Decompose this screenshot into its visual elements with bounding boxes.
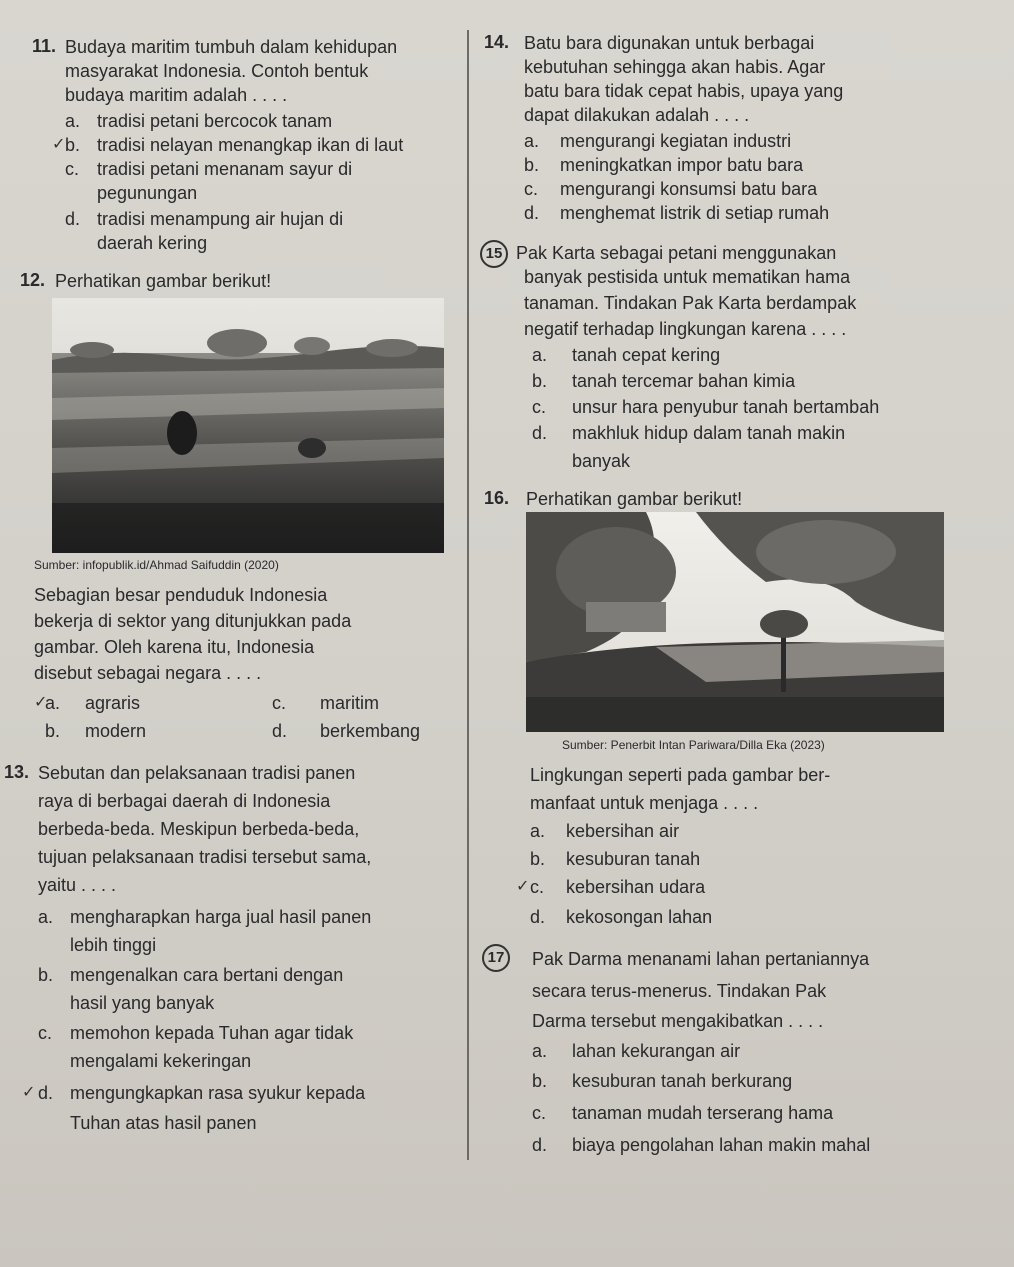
question-11-option-b: tradisi nelayan menangkap ikan di laut bbox=[97, 135, 404, 155]
question-14-option-d: menghemat listrik di setiap rumah bbox=[560, 203, 830, 223]
question-12-intro: Perhatikan gambar berikut! bbox=[55, 271, 272, 291]
question-11-option-d-line-1: tradisi menampung air hujan di bbox=[97, 209, 344, 229]
question-14-line-2: kebutuhan sehingga akan habis. Agar bbox=[524, 57, 826, 77]
question-17-option-d: biaya pengolahan lahan makin mahal bbox=[572, 1135, 871, 1155]
question-15-line-2: banyak pestisida untuk mematikan hama bbox=[524, 267, 851, 287]
question-13-option-a-line-1: mengharapkan harga jual hasil panen bbox=[70, 907, 372, 927]
question-13-option-b-letter: b. bbox=[38, 965, 54, 985]
question-16-option-b-letter: b. bbox=[530, 849, 546, 869]
question-13-option-d-letter: d. bbox=[38, 1083, 54, 1103]
question-14-option-b-letter: b. bbox=[524, 155, 540, 175]
question-17-option-a-letter: a. bbox=[532, 1041, 548, 1061]
question-11-line-3: budaya maritim adalah . . . . bbox=[65, 85, 288, 105]
question-11-option-a: tradisi petani bercocok tanam bbox=[97, 111, 333, 131]
checkmark-icon: ✓ bbox=[516, 878, 530, 895]
question-16-option-a-letter: a. bbox=[530, 821, 546, 841]
question-11-line-1: Budaya maritim tumbuh dalam kehidupan bbox=[65, 37, 398, 57]
question-15-option-c: unsur hara penyubur tanah bertambah bbox=[572, 397, 880, 417]
checkmark-icon: ✓ bbox=[52, 136, 66, 153]
question-13-number: 13. bbox=[4, 762, 30, 782]
question-14-line-4: dapat dilakukan adalah . . . . bbox=[524, 105, 750, 125]
question-12-option-a-letter: a. bbox=[45, 693, 61, 713]
question-15-line-1: Pak Karta sebagai petani menggunakan bbox=[516, 243, 837, 263]
question-16-option-d: kekosongan lahan bbox=[566, 907, 713, 927]
question-11-option-c-line-1: tradisi petani menanam sayur di bbox=[97, 159, 353, 179]
question-11-option-c-letter: c. bbox=[65, 159, 80, 179]
question-15-option-c-letter: c. bbox=[532, 397, 547, 417]
question-14-number: 14. bbox=[484, 32, 510, 52]
question-15-option-b: tanah tercemar bahan kimia bbox=[572, 371, 796, 391]
question-17-option-c-letter: c. bbox=[532, 1103, 547, 1123]
question-11-option-a-letter: a. bbox=[65, 111, 81, 131]
question-17-line-2: secara terus-menerus. Tindakan Pak bbox=[532, 981, 827, 1001]
question-14-option-b: meningkatkan impor batu bara bbox=[560, 155, 804, 175]
question-17-number: 17 bbox=[482, 944, 510, 972]
question-16-option-d-letter: d. bbox=[530, 907, 546, 927]
question-12-number: 12. bbox=[20, 270, 46, 290]
question-16-intro: Perhatikan gambar berikut! bbox=[526, 489, 743, 509]
question-16-line-1: Lingkungan seperti pada gambar ber- bbox=[530, 765, 831, 785]
question-12-line-3: gambar. Oleh karena itu, Indonesia bbox=[34, 637, 315, 657]
question-12-option-c-letter: c. bbox=[272, 693, 287, 713]
question-13-option-c-letter: c. bbox=[38, 1023, 53, 1043]
question-14-option-c: mengurangi konsumsi batu bara bbox=[560, 179, 818, 199]
question-12-option-c: maritim bbox=[320, 693, 379, 713]
question-15-option-b-letter: b. bbox=[532, 371, 548, 391]
question-15-option-a-letter: a. bbox=[532, 345, 548, 365]
question-16-number: 16. bbox=[484, 488, 510, 508]
question-12-line-2: bekerja di sektor yang ditunjukkan pada bbox=[34, 611, 352, 631]
question-12-option-a: agraris bbox=[85, 693, 141, 713]
question-17-option-b-letter: b. bbox=[532, 1071, 548, 1091]
question-13-option-a-line-2: lebih tinggi bbox=[70, 935, 157, 955]
question-15-number: 15 bbox=[480, 240, 508, 268]
question-13-option-c-line-1: memohon kepada Tuhan agar tidak bbox=[70, 1023, 354, 1043]
question-13-line-5: yaitu . . . . bbox=[38, 875, 117, 895]
question-11-number: 11. bbox=[32, 36, 57, 56]
question-14-option-a-letter: a. bbox=[524, 131, 540, 151]
question-17-option-d-letter: d. bbox=[532, 1135, 548, 1155]
question-11-option-d-letter: d. bbox=[65, 209, 81, 229]
question-13-line-2: raya di berbagai daerah di Indonesia bbox=[38, 791, 331, 811]
question-14-option-a: mengurangi kegiatan industri bbox=[560, 131, 792, 151]
question-14-option-d-letter: d. bbox=[524, 203, 540, 223]
question-12-line-4: disebut sebagai negara . . . . bbox=[34, 663, 262, 683]
question-13-line-4: tujuan pelaksanaan tradisi tersebut sama, bbox=[38, 847, 372, 867]
question-17-option-c: tanaman mudah terserang hama bbox=[572, 1103, 834, 1123]
question-17-line-3: Darma tersebut mengakibatkan . . . . bbox=[532, 1011, 824, 1031]
question-16-option-b: kesuburan tanah bbox=[566, 849, 701, 869]
question-12-option-b-letter: b. bbox=[45, 721, 61, 741]
question-12-option-d-letter: d. bbox=[272, 721, 288, 741]
park-photo bbox=[526, 512, 944, 732]
question-13-line-1: Sebutan dan pelaksanaan tradisi panen bbox=[38, 763, 356, 783]
question-13-option-c-line-2: mengalami kekeringan bbox=[70, 1051, 252, 1071]
question-11-option-d-line-2: daerah kering bbox=[97, 233, 208, 253]
question-16-line-2: manfaat untuk menjaga . . . . bbox=[530, 793, 759, 813]
question-17-option-a: lahan kekurangan air bbox=[572, 1041, 741, 1061]
question-11-option-c-line-2: pegunungan bbox=[97, 183, 198, 203]
question-16-option-c: kebersihan udara bbox=[566, 877, 706, 897]
question-13-option-b-line-2: hasil yang banyak bbox=[70, 993, 215, 1013]
question-13-option-d-line-1: mengungkapkan rasa syukur kepada bbox=[70, 1083, 366, 1103]
question-15-option-d-letter: d. bbox=[532, 423, 548, 443]
question-14-line-3: batu bara tidak cepat habis, upaya yang bbox=[524, 81, 844, 101]
question-12-line-1: Sebagian besar penduduk Indonesia bbox=[34, 585, 328, 605]
question-13-option-b-line-1: mengenalkan cara bertani dengan bbox=[70, 965, 344, 985]
question-13-option-d-line-2: Tuhan atas hasil panen bbox=[70, 1113, 257, 1133]
question-11-line-2: masyarakat Indonesia. Contoh bentuk bbox=[65, 61, 369, 81]
question-12-option-d: berkembang bbox=[320, 721, 421, 741]
question-17-line-1: Pak Darma menanami lahan pertaniannya bbox=[532, 949, 870, 969]
question-15-line-4: negatif terhadap lingkungan karena . . . . bbox=[524, 319, 847, 339]
question-15-option-a: tanah cepat kering bbox=[572, 345, 721, 365]
question-16-image-caption: Sumber: Penerbit Intan Pariwara/Dilla Eka (2023) bbox=[562, 738, 825, 752]
question-15-line-3: tanaman. Tindakan Pak Karta berdampak bbox=[524, 293, 857, 313]
question-15-option-d-line-2: banyak bbox=[572, 451, 631, 471]
question-13-option-a-letter: a. bbox=[38, 907, 54, 927]
question-12-image-caption: Sumber: infopublik.id/Ahmad Saifuddin (2020) bbox=[34, 558, 279, 572]
checkmark-icon: ✓ bbox=[22, 1084, 36, 1101]
question-16-option-a: kebersihan air bbox=[566, 821, 680, 841]
question-12-option-b: modern bbox=[85, 721, 147, 741]
checkmark-icon: ✓ bbox=[34, 694, 48, 711]
question-16-option-c-letter: c. bbox=[530, 877, 545, 897]
question-15-option-d-line-1: makhluk hidup dalam tanah makin bbox=[572, 423, 846, 443]
column-divider bbox=[467, 30, 469, 1160]
question-17-option-b: kesuburan tanah berkurang bbox=[572, 1071, 793, 1091]
question-11-option-b-letter: b. bbox=[65, 135, 81, 155]
question-14-line-1: Batu bara digunakan untuk berbagai bbox=[524, 33, 815, 53]
question-13-line-3: berbeda-beda. Meskipun berbeda-beda, bbox=[38, 819, 360, 839]
rice-field-photo bbox=[52, 298, 444, 553]
question-14-option-c-letter: c. bbox=[524, 179, 539, 199]
